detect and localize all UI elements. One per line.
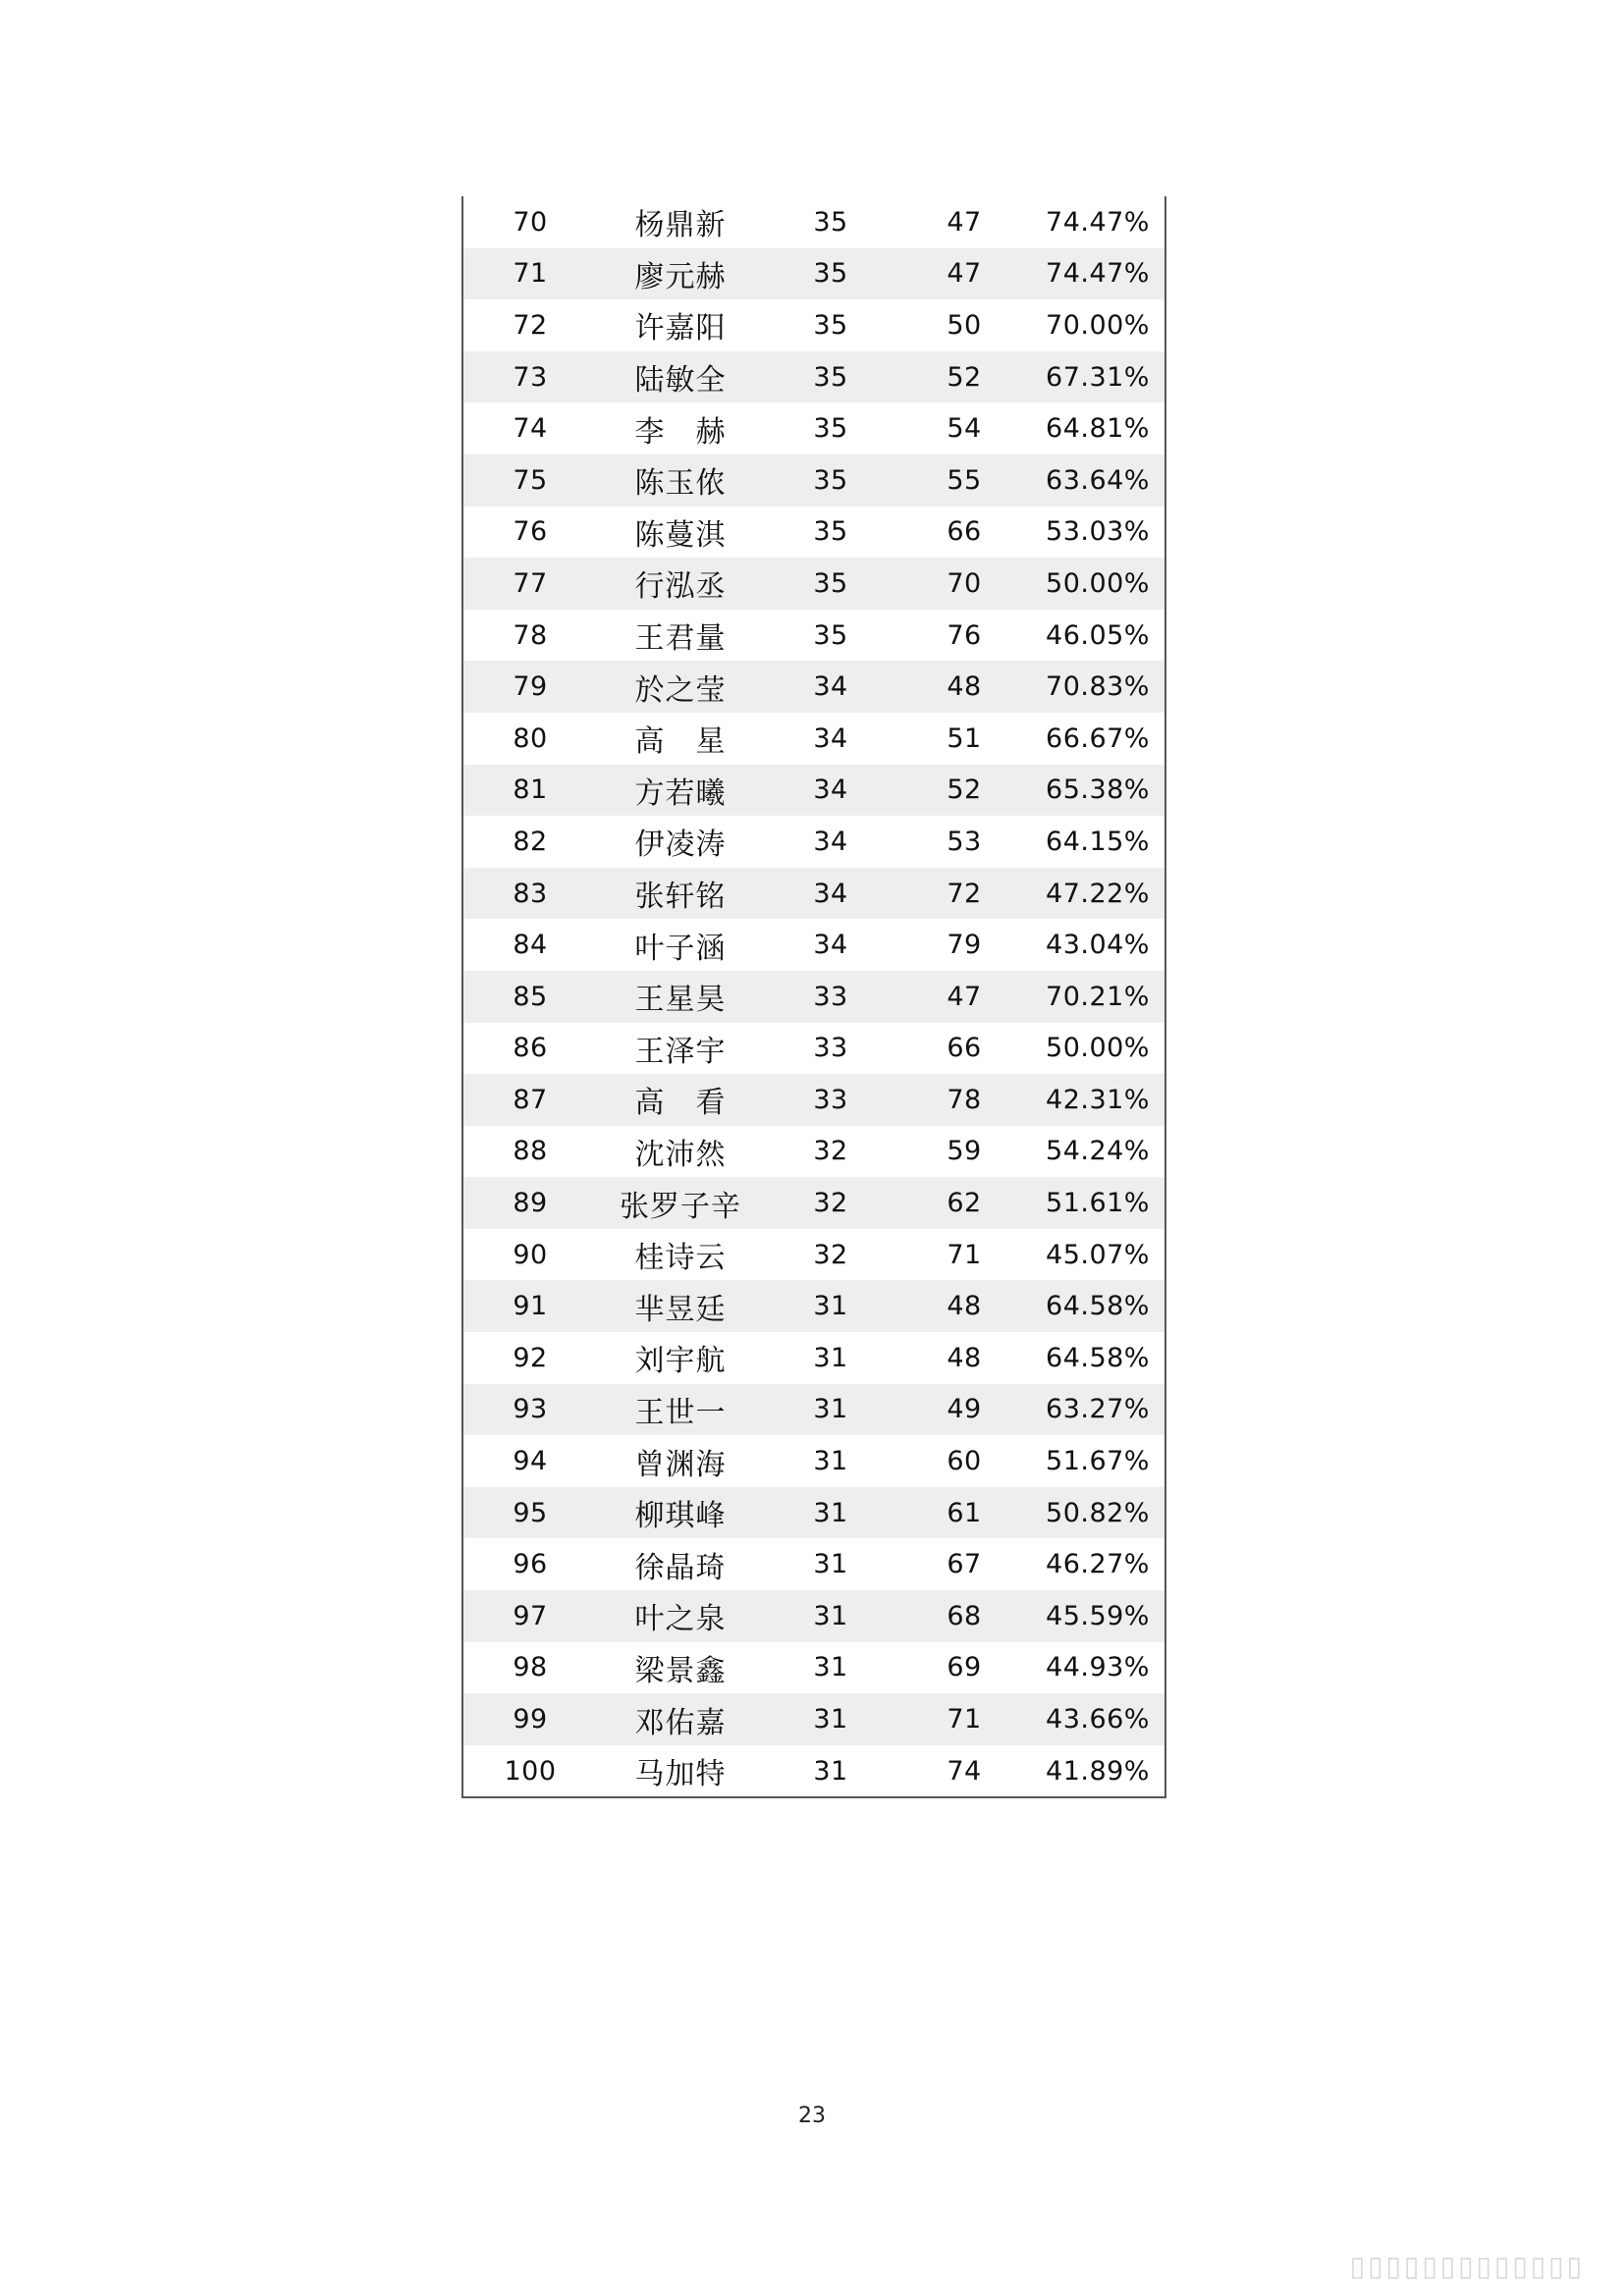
percent-cell: 41.89% xyxy=(1046,1755,1150,1787)
score-b-cell: 53 xyxy=(947,826,982,857)
name-cell: 叶子涵 xyxy=(634,931,727,966)
score-a-cell: 33 xyxy=(813,1033,848,1064)
score-a-cell: 35 xyxy=(813,516,848,548)
score-b-cell: 52 xyxy=(947,774,982,806)
rank-cell: 76 xyxy=(513,516,548,548)
percent-cell: 47.22% xyxy=(1046,878,1150,909)
percent-cell: 50.00% xyxy=(1046,567,1150,599)
name-cell: 行泓丞 xyxy=(634,569,727,605)
name-cell: 邓佑嘉 xyxy=(634,1705,727,1740)
score-b-cell: 67 xyxy=(947,1549,982,1580)
percent-cell: 46.05% xyxy=(1046,619,1150,651)
score-a-cell: 31 xyxy=(813,1291,848,1322)
score-b-cell: 59 xyxy=(947,1136,982,1167)
score-b-cell: 62 xyxy=(947,1188,982,1219)
table-row xyxy=(463,1332,1164,1384)
score-a-cell: 33 xyxy=(813,1084,848,1115)
table-row xyxy=(463,558,1164,610)
table-row xyxy=(463,971,1164,1023)
rank-cell: 70 xyxy=(513,206,548,238)
score-b-cell: 47 xyxy=(947,981,982,1012)
table-row xyxy=(463,1126,1164,1178)
table-row xyxy=(463,299,1164,351)
score-a-cell: 31 xyxy=(813,1600,848,1631)
name-cell: 王君量 xyxy=(634,621,727,657)
table-row xyxy=(463,610,1164,662)
score-b-cell: 78 xyxy=(947,1084,982,1115)
score-b-cell: 66 xyxy=(947,1033,982,1064)
score-a-cell: 31 xyxy=(813,1394,848,1425)
table-row xyxy=(463,351,1164,403)
name-cell: 张轩铭 xyxy=(634,880,727,915)
percent-cell: 67.31% xyxy=(1046,361,1150,393)
percent-cell: 43.66% xyxy=(1046,1704,1150,1735)
score-a-cell: 33 xyxy=(813,981,848,1012)
table-row xyxy=(463,765,1164,817)
score-a-cell: 32 xyxy=(813,1136,848,1167)
score-b-cell: 60 xyxy=(947,1446,982,1477)
score-b-cell: 69 xyxy=(947,1652,982,1683)
rank-cell: 93 xyxy=(513,1394,548,1425)
table-row xyxy=(463,1642,1164,1694)
score-a-cell: 32 xyxy=(813,1239,848,1270)
score-a-cell: 35 xyxy=(813,464,848,496)
percent-cell: 54.24% xyxy=(1046,1136,1150,1167)
rank-cell: 71 xyxy=(513,258,548,290)
name-cell: 芈昱廷 xyxy=(634,1292,727,1327)
table-row xyxy=(463,1074,1164,1126)
percent-cell: 45.07% xyxy=(1046,1239,1150,1270)
rank-cell: 83 xyxy=(513,878,548,909)
table-row xyxy=(463,1229,1164,1281)
table-row xyxy=(463,1487,1164,1539)
table-row xyxy=(463,507,1164,559)
percent-cell: 63.64% xyxy=(1046,464,1150,496)
percent-cell: 64.15% xyxy=(1046,826,1150,857)
score-b-cell: 52 xyxy=(947,361,982,393)
table-row xyxy=(463,868,1164,920)
name-cell: 王泽宇 xyxy=(634,1034,727,1069)
score-b-cell: 74 xyxy=(947,1755,982,1787)
name-cell: 李 赫 xyxy=(634,414,727,450)
rank-cell: 98 xyxy=(513,1652,548,1683)
score-b-cell: 50 xyxy=(947,309,982,341)
name-cell: 王星昊 xyxy=(634,983,727,1018)
table-row xyxy=(463,1590,1164,1642)
score-b-cell: 55 xyxy=(947,464,982,496)
rank-cell: 77 xyxy=(513,567,548,599)
name-cell: 王世一 xyxy=(634,1395,727,1430)
score-a-cell: 34 xyxy=(813,722,848,754)
name-cell: 伊凌涛 xyxy=(634,828,727,863)
percent-cell: 70.21% xyxy=(1046,981,1150,1012)
score-a-cell: 34 xyxy=(813,878,848,909)
percent-cell: 43.04% xyxy=(1046,930,1150,961)
score-b-cell: 71 xyxy=(947,1704,982,1735)
score-b-cell: 61 xyxy=(947,1497,982,1528)
score-a-cell: 34 xyxy=(813,930,848,961)
rank-cell: 92 xyxy=(513,1342,548,1373)
score-a-cell: 34 xyxy=(813,826,848,857)
table-row xyxy=(463,1745,1164,1797)
rank-cell: 100 xyxy=(504,1755,557,1787)
table-row xyxy=(463,816,1164,868)
percent-cell: 74.47% xyxy=(1046,206,1150,238)
name-cell: 方若曦 xyxy=(634,775,727,811)
percent-cell: 46.27% xyxy=(1046,1549,1150,1580)
name-cell: 柳琪峰 xyxy=(634,1499,727,1534)
page-number: 23 xyxy=(798,2104,826,2128)
name-cell: 杨鼎新 xyxy=(634,208,727,243)
name-cell: 叶之泉 xyxy=(634,1602,727,1637)
score-b-cell: 70 xyxy=(947,567,982,599)
score-a-cell: 34 xyxy=(813,774,848,806)
rank-cell: 74 xyxy=(513,413,548,445)
percent-cell: 53.03% xyxy=(1046,516,1150,548)
table-row xyxy=(463,661,1164,713)
percent-cell: 51.61% xyxy=(1046,1188,1150,1219)
percent-cell: 50.82% xyxy=(1046,1497,1150,1528)
percent-cell: 65.38% xyxy=(1046,774,1150,806)
rank-cell: 97 xyxy=(513,1600,548,1631)
rank-cell: 80 xyxy=(513,722,548,754)
percent-cell: 70.83% xyxy=(1046,671,1150,703)
score-a-cell: 31 xyxy=(813,1704,848,1735)
table-row xyxy=(463,1023,1164,1075)
percent-cell: 63.27% xyxy=(1046,1394,1150,1425)
score-b-cell: 49 xyxy=(947,1394,982,1425)
table-row xyxy=(463,1280,1164,1332)
name-cell: 许嘉阳 xyxy=(634,311,727,347)
rank-cell: 82 xyxy=(513,826,548,857)
name-cell: 高 星 xyxy=(634,724,727,760)
score-b-cell: 48 xyxy=(947,671,982,703)
rank-cell: 81 xyxy=(513,774,548,806)
rank-cell: 79 xyxy=(513,671,548,703)
table-row xyxy=(463,1384,1164,1436)
score-a-cell: 35 xyxy=(813,258,848,290)
score-a-cell: 35 xyxy=(813,413,848,445)
score-a-cell: 32 xyxy=(813,1188,848,1219)
name-cell: 高 看 xyxy=(634,1086,727,1121)
score-a-cell: 31 xyxy=(813,1446,848,1477)
name-cell: 於之莹 xyxy=(634,672,727,708)
rank-cell: 78 xyxy=(513,619,548,651)
rank-cell: 75 xyxy=(513,464,548,496)
percent-cell: 74.47% xyxy=(1046,258,1150,290)
rank-cell: 95 xyxy=(513,1497,548,1528)
rank-cell: 94 xyxy=(513,1446,548,1477)
score-b-cell: 47 xyxy=(947,206,982,238)
score-b-cell: 76 xyxy=(947,619,982,651)
score-a-cell: 31 xyxy=(813,1549,848,1580)
percent-cell: 64.81% xyxy=(1046,413,1150,445)
name-cell: 沈沛然 xyxy=(634,1137,727,1172)
name-cell: 刘宇航 xyxy=(634,1344,727,1379)
score-b-cell: 48 xyxy=(947,1291,982,1322)
percent-cell: 64.58% xyxy=(1046,1342,1150,1373)
rank-cell: 85 xyxy=(513,981,548,1012)
rank-cell: 99 xyxy=(513,1704,548,1735)
score-a-cell: 35 xyxy=(813,309,848,341)
percent-cell: 42.31% xyxy=(1046,1084,1150,1115)
rank-cell: 86 xyxy=(513,1033,548,1064)
rank-cell: 88 xyxy=(513,1136,548,1167)
rank-cell: 91 xyxy=(513,1291,548,1322)
percent-cell: 66.67% xyxy=(1046,722,1150,754)
percent-cell: 44.93% xyxy=(1046,1652,1150,1683)
score-a-cell: 31 xyxy=(813,1755,848,1787)
percent-cell: 64.58% xyxy=(1046,1291,1150,1322)
rank-cell: 89 xyxy=(513,1188,548,1219)
rank-cell: 84 xyxy=(513,930,548,961)
score-a-cell: 35 xyxy=(813,619,848,651)
name-cell: 陈玉侬 xyxy=(634,466,727,502)
score-a-cell: 31 xyxy=(813,1652,848,1683)
name-cell: 徐晶琦 xyxy=(634,1550,727,1585)
name-cell: 曾渊海 xyxy=(634,1447,727,1482)
percent-cell: 70.00% xyxy=(1046,309,1150,341)
table-row xyxy=(463,248,1164,300)
score-a-cell: 34 xyxy=(813,671,848,703)
table-row xyxy=(463,1177,1164,1229)
name-cell: 梁景鑫 xyxy=(634,1653,727,1688)
score-b-cell: 79 xyxy=(947,930,982,961)
score-a-cell: 35 xyxy=(813,361,848,393)
name-cell: 廖元赫 xyxy=(634,259,727,294)
table-row xyxy=(463,1693,1164,1745)
name-cell: 陈蔓淇 xyxy=(634,517,727,553)
watermark-mark: ▯▯▯▯▯▯▯▯▯▯▯▯▯ xyxy=(1349,2250,1585,2282)
score-b-cell: 47 xyxy=(947,258,982,290)
percent-cell: 50.00% xyxy=(1046,1033,1150,1064)
score-b-cell: 72 xyxy=(947,878,982,909)
name-cell: 陆敏全 xyxy=(634,363,727,399)
ranking-table xyxy=(461,196,1166,1798)
score-b-cell: 51 xyxy=(947,722,982,754)
rank-cell: 96 xyxy=(513,1549,548,1580)
rank-cell: 90 xyxy=(513,1239,548,1270)
table-row xyxy=(463,196,1164,248)
percent-cell: 51.67% xyxy=(1046,1446,1150,1477)
percent-cell: 45.59% xyxy=(1046,1600,1150,1631)
score-b-cell: 68 xyxy=(947,1600,982,1631)
name-cell: 张罗子辛 xyxy=(620,1189,741,1224)
table-row xyxy=(463,713,1164,765)
rank-cell: 87 xyxy=(513,1084,548,1115)
score-a-cell: 35 xyxy=(813,567,848,599)
table-row xyxy=(463,1538,1164,1590)
score-a-cell: 31 xyxy=(813,1342,848,1373)
score-a-cell: 35 xyxy=(813,206,848,238)
name-cell: 马加特 xyxy=(634,1757,727,1792)
name-cell: 桂诗云 xyxy=(634,1241,727,1276)
score-b-cell: 71 xyxy=(947,1239,982,1270)
table-row xyxy=(463,1435,1164,1487)
score-b-cell: 54 xyxy=(947,413,982,445)
rank-cell: 73 xyxy=(513,361,548,393)
rank-cell: 72 xyxy=(513,309,548,341)
score-a-cell: 31 xyxy=(813,1497,848,1528)
score-b-cell: 66 xyxy=(947,516,982,548)
table-row xyxy=(463,402,1164,454)
table-row xyxy=(463,454,1164,507)
table-row xyxy=(463,919,1164,971)
score-b-cell: 48 xyxy=(947,1342,982,1373)
